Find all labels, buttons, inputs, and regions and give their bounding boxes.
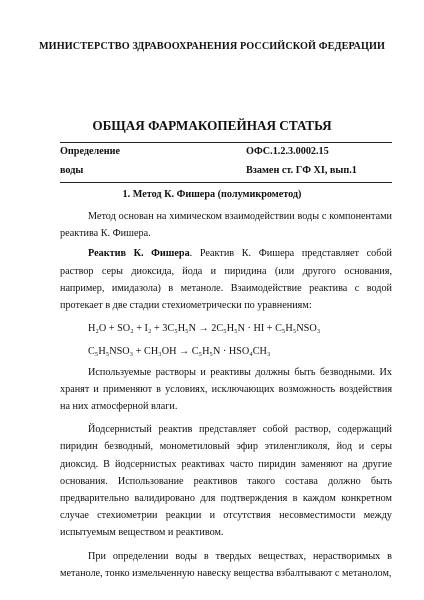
ofs-label: ОФС.: [246, 146, 273, 157]
ministry-heading: МИНИСТЕРСТВО ЗДРАВООХРАНЕНИЯ РОССИЙСКОЙ ФЕДЕРАЦИИ: [38, 41, 386, 52]
paragraph-solids: При определении воды в твердых веществах, нерастворимых в метаноле, тонко измельченную навеску вещества взбалтывают с метанолом,: [60, 550, 392, 579]
document-type-title: ОБЩАЯ ФАРМАКОПЕЙНАЯ СТАТЬЯ: [92, 118, 332, 133]
header-top-rule: [60, 142, 392, 143]
equation-2: C₅H₅NSO₃ + CH₃OH → C₅H₅N · HSO₄CH₃: [88, 346, 271, 358]
body-text: [60, 208, 392, 582]
subject-line-1: Определение: [60, 146, 121, 157]
paragraph-reagent: [60, 245, 392, 314]
ofs-number: 1.2.3.0002.15: [272, 146, 329, 157]
replaces-ref: ГФ XI, вып.1: [295, 165, 357, 176]
reagent-description: . Реактив К. Фишера представляет собой раствор серы диоксида, йода и пиридина (или другого основания, например, имидазола) в метаноле. Взаимодействие реактива с водой протекает в две стадии стехиометрически по уравнениям:: [60, 248, 392, 312]
equation-1: H₂O + SO₂ + I₂ + 3C₅H₅N → 2C₅H₅N · HI + C₅H₅NSO₃: [88, 323, 321, 335]
reagent-term: Реактив К. Фишера: [88, 248, 190, 260]
paragraph-reagents-anhydrous: Используемые растворы и реактивы должны быть безводными. Их хранят и применяют в условиях, исключающих возможность воздействия на них атмосферной влаги.: [60, 366, 392, 413]
replaces-reference: [246, 165, 357, 176]
ofs-code: [246, 146, 329, 157]
header-bottom-rule: [60, 182, 392, 183]
subject-line-2: воды: [60, 165, 84, 176]
paragraph-method-basis: Метод основан на химическом взаимодействии воды с компонентами реактива К. Фишера.: [60, 211, 392, 240]
replaces-label: Взамен ст.: [246, 165, 294, 176]
section-title: 1. Метод К. Фишера (полумикрометод): [122, 189, 302, 200]
paragraph-iodosulfurous-reagent: Йодсернистый реактив представляет собой раствор, содержащий пиридин безводный, монометиловый эфир этиленгликоля, йод и серы диоксид. В йодсернистых реактивах часто пиридин заменяют на другие основания. Использование реактивов такого состава должно быть предварительно валидировано для подтверждения в каждом конкретном случае стехиометрии реакции и отсутствия несовместимости между испытуемым веществом и реактивом.: [60, 424, 392, 539]
